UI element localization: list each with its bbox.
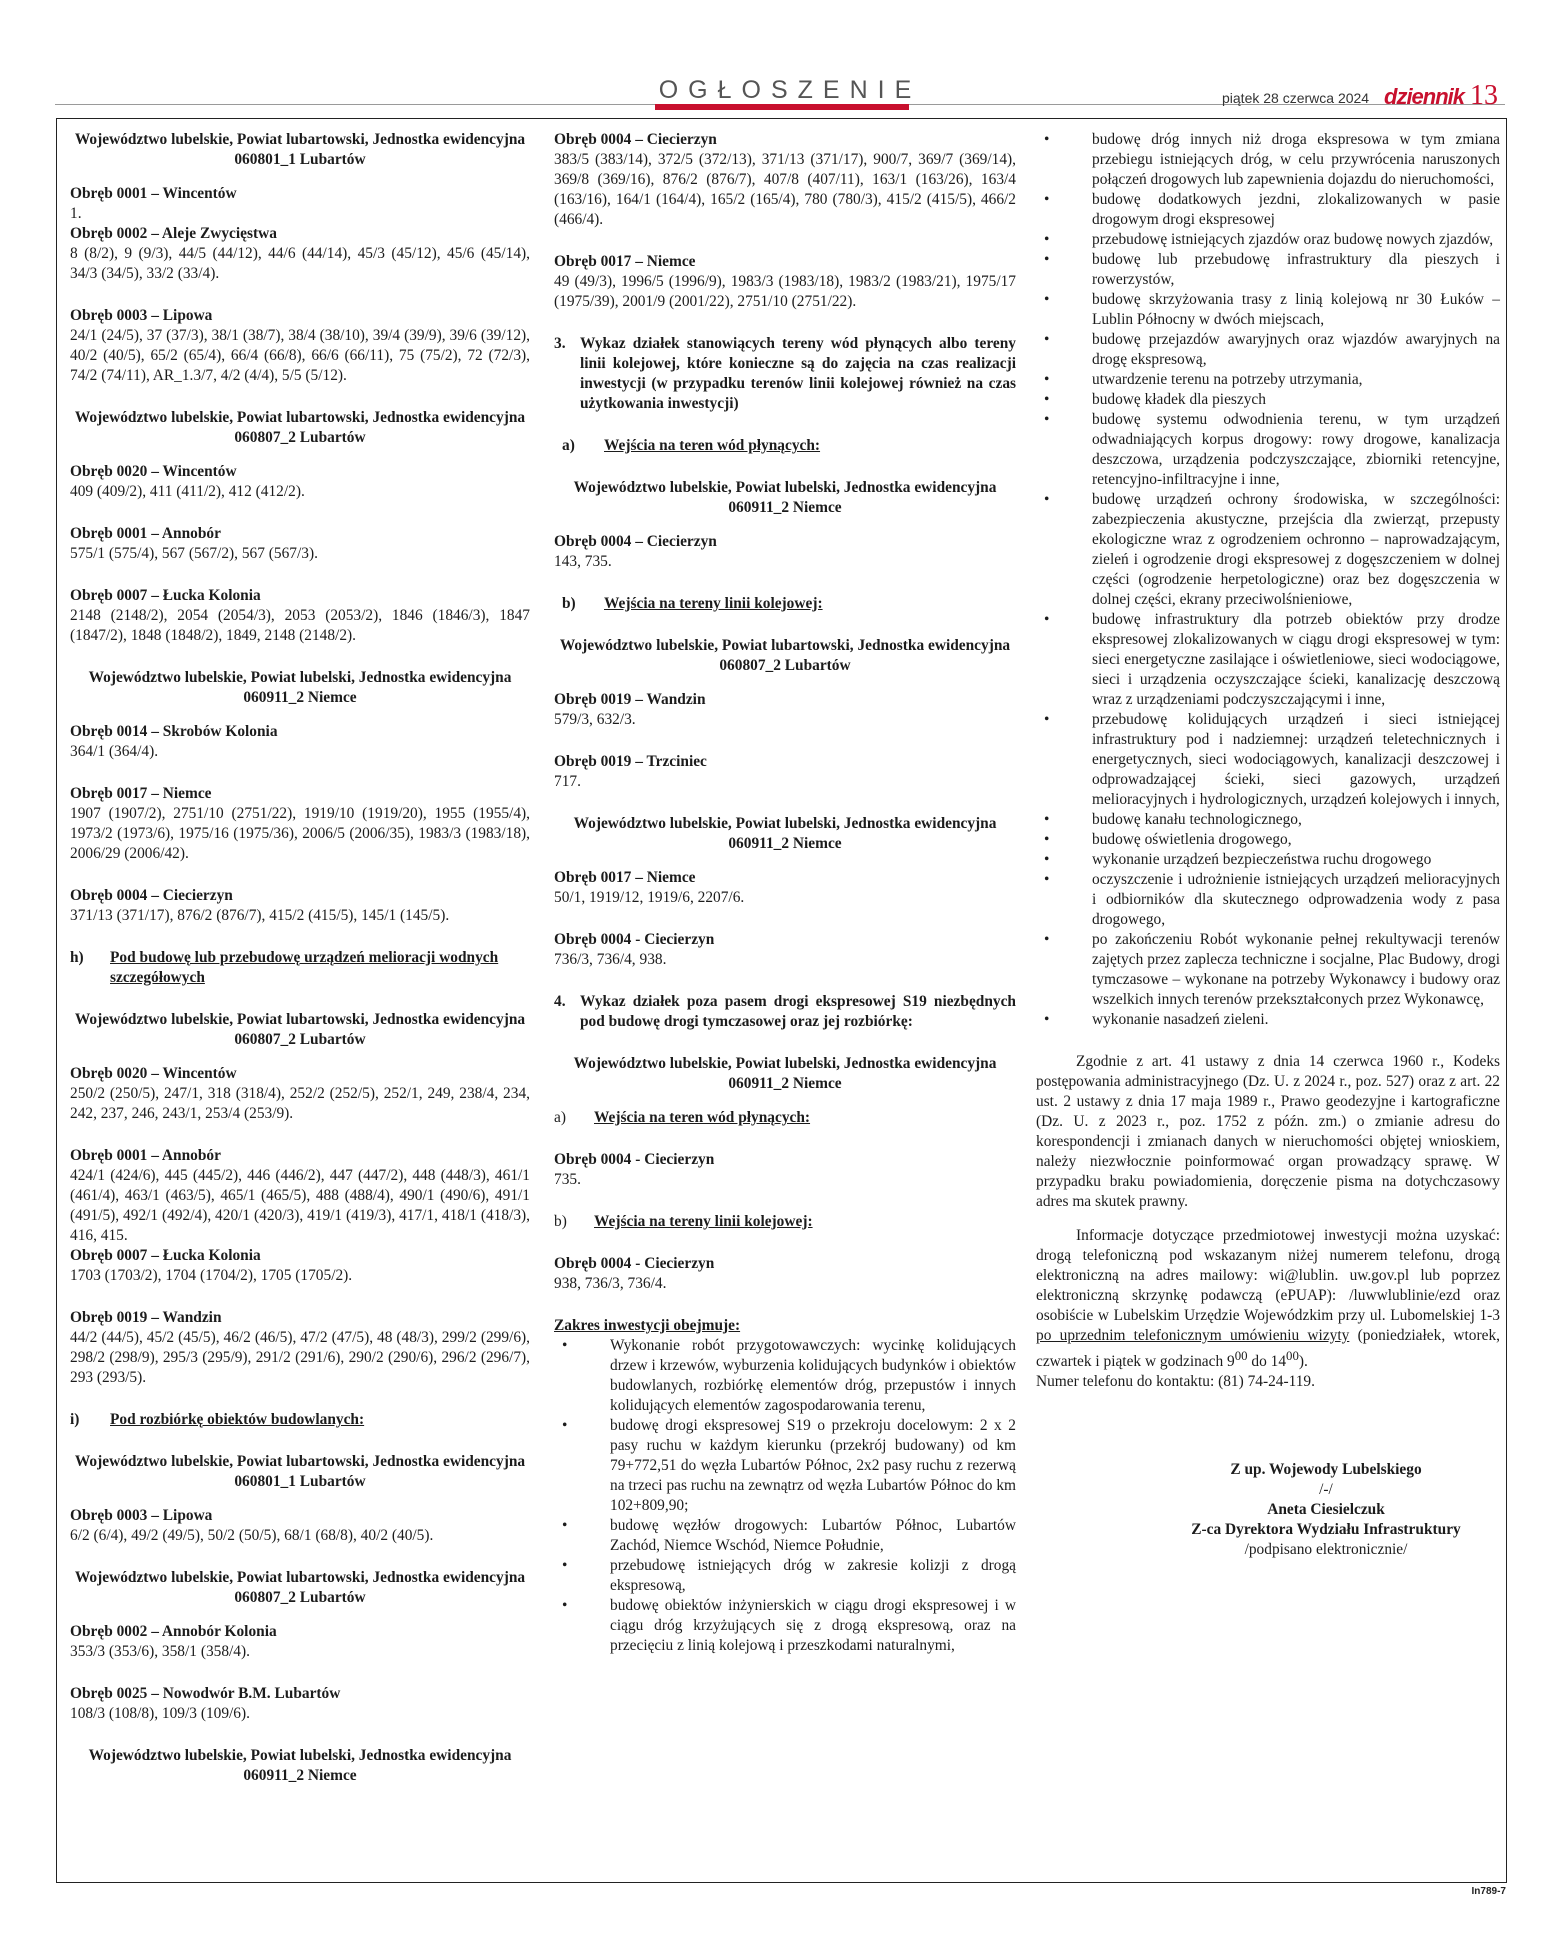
scope-item: • budowę kładek dla pieszych: [1036, 390, 1500, 410]
contact-info-paragraph: [1036, 1226, 1500, 1372]
precinct-name: Obręb 0001 – Annobór: [70, 525, 221, 542]
parcel-list: 579/3, 632/3.: [554, 711, 636, 728]
parcel-list: 371/13 (371/17), 876/2 (876/7), 415/2 (415/5), 145/1 (145/5).: [70, 907, 450, 924]
parcel-list: 424/1 (424/6), 445 (445/2), 446 (446/2), 447 (447/2), 448 (448/3), 461/1 (461/4), 463/1 (463/5), 465/1 (465/5), 488 (488/4), 490/1 (490/6), 491/1 (491/5), 492/1 (492/4), 420/1 (420/3), 419/1 (419/3), 417/1, 418/1 (418/3), 416, 415.: [70, 1167, 530, 1244]
parcel-list: 1703 (1703/2), 1704 (1704/2), 1705 (1705/2).: [70, 1267, 353, 1284]
scope-item: • budowę węzłów drogowych: Lubartów Północ, Lubartów Zachód, Niemce Wschód, Niemce Południe,: [554, 1516, 1016, 1556]
subsection-letter: b): [554, 1213, 567, 1230]
section-title: Wykaz działek poza pasem drogi ekspresowej S19 niezbędnych pod budowę drogi tymczasowej oraz jej rozbiórkę:: [580, 993, 1016, 1030]
parcel-list: 736/3, 736/4, 938.: [554, 951, 667, 968]
subsection-a: [554, 436, 1016, 456]
subsection-a: [554, 1108, 1016, 1128]
subsection-title: Wejścia na teren wód płynących:: [594, 1109, 811, 1126]
scope-item: • przebudowę kolidujących urządzeń i sieci istniejącej infrastruktury pod i nadziemnej: urządzeń teletechnicznych i energetycznych, sieci wodociągowych, kanalizacji deszczowej i odprowadzającej ścieki, sieci gazowych, urządzeń melioracyjnych i hydrologicznych, urządzeń kolejowych i innych,: [1036, 710, 1500, 810]
scope-item: • budowę dodatkowych jezdni, zlokalizowanych w pasie drogowym drogi ekspresowej: [1036, 190, 1500, 230]
unit-heading: Województwo lubelskie, Powiat lubartowski, Jednostka ewidencyjna 060807_2 Lubartów: [74, 409, 526, 446]
scope-item: • budowę oświetlenia drogowego,: [1036, 830, 1500, 850]
parcel-list: 717.: [554, 773, 581, 790]
contact-phone: Numer telefonu do kontaktu: (81) 74-24-119.: [1036, 1373, 1315, 1391]
parcel-list: 364/1 (364/4).: [70, 743, 159, 760]
parcel-list: 575/1 (575/4), 567 (567/2), 567 (567/3).: [70, 545, 318, 562]
unit-heading: Województwo lubelskie, Powiat lubelski, Jednostka ewidencyjna 060911_2 Niemce: [573, 479, 997, 516]
newspaper-logo: dziennik: [1384, 84, 1465, 109]
precinct-name: Obręb 0001 – Annobór: [70, 1147, 221, 1164]
precinct-name: Obręb 0007 – Łucka Kolonia: [70, 1247, 261, 1264]
precinct-name: Obręb 0017 – Niemce: [70, 785, 212, 802]
contact-hours-end: ).: [1298, 1353, 1308, 1371]
scope-item: • po zakończeniu Robót wykonanie pełnej rekultywacji terenów zajętych przez zaplecza techniczne i socjalne, Plac Budowy, drogi tymczasowe – wykonane na potrzeby Wykonawcy i budowy oraz wszelkich innych terenów przekształconych przez Wykonawcę,: [1036, 930, 1500, 1010]
scope-item: • wykonanie nasadzeń zieleni.: [1036, 1010, 1500, 1030]
parcel-list: 49 (49/3), 1996/5 (1996/9), 1983/3 (1983/18), 1983/2 (1983/21), 1975/17 (1975/39), 2001/9 (2001/22), 2751/10 (2751/22).: [554, 273, 1016, 310]
subsection-title: Pod rozbiórkę obiektów budowlanych:: [110, 1411, 365, 1428]
unit-heading: Województwo lubelskie, Powiat lubartowski, Jednostka ewidencyjna 060807_2 Lubartów: [559, 637, 1011, 674]
parcel-list: 409 (409/2), 411 (411/2), 412 (412/2).: [70, 483, 305, 500]
signatory-title: Z-ca Dyrektora Wydziału Infrastruktury: [1191, 1521, 1461, 1539]
precinct-name: Obręb 0007 – Łucka Kolonia: [70, 587, 261, 604]
precinct-name: Obręb 0003 – Lipowa: [70, 1507, 213, 1524]
contact-hours-to: do 14: [1247, 1353, 1287, 1371]
precinct-name: Obręb 0019 – Trzciniec: [554, 753, 707, 770]
scope-item: • budowę przejazdów awaryjnych oraz wjazdów awaryjnych na drogę ekspresową,: [1036, 330, 1500, 370]
precinct-name: Obręb 0025 – Nowodwór B.M. Lubartów: [70, 1685, 341, 1702]
header-accent-bar: [655, 104, 909, 110]
scope-item: • budowę obiektów inżynierskich w ciągu drogi ekspresowej i w ciągu dróg krzyżujących się z drogą ekspresową, oraz na przecięciu z linią kolejową i przeszkodami naturalnymi,: [554, 1596, 1016, 1656]
legal-notice-paragraph: Zgodnie z art. 41 ustawy z dnia 14 czerwca 1960 r., Kodeks postępowania administracyjnego (Dz. U. z 2024 r., poz. 527) oraz z art. 22 ust. 2 ustawy z dnia 17 maja 1989 r., Prawo geodezyjne i kartograficzne (Dz. U. z 2023 r., poz. 1752 z późn. zm.) o zmianie adresu do korespondencji i zmianach danych w nieruchomości objętej wnioskiem, należy niezwłocznie poinformować organ prowadzący sprawę. W przypadku braku powiadomienia, doręczenie pisma na dotychczasowy adres ma skutek prawny.: [1036, 1053, 1500, 1210]
scope-list-continued: [1036, 130, 1500, 1030]
parcel-list: 938, 736/3, 736/4.: [554, 1275, 667, 1292]
parcel-list: 50/1, 1919/12, 1919/6, 2207/6.: [554, 889, 745, 906]
parcel-list: 44/2 (44/5), 45/2 (45/5), 46/2 (46/5), 47/2 (47/5), 48 (48/3), 299/2 (299/6), 298/2 (298/9), 295/3 (295/9), 291/2 (291/6), 290/2 (290/6), 296/2 (296/7), 293 (293/5).: [70, 1329, 530, 1386]
precinct-name: Obręb 0001 – Wincentów: [70, 185, 237, 202]
scope-item: • przebudowę istniejących dróg w zakresie kolizji z drogą ekspresową,: [554, 1556, 1016, 1596]
contact-hours: (poniedziałek, wtorek, czwartek i piątek w godzinach 9: [1036, 1327, 1500, 1371]
superscript: 00: [1286, 1349, 1299, 1363]
parcel-list: 2148 (2148/2), 2054 (2054/3), 2053 (2053/2), 1846 (1846/3), 1847 (1847/2), 1848 (1848/2), 1849, 2148 (2148/2).: [70, 607, 530, 644]
parcel-list: 6/2 (6/4), 49/2 (49/5), 50/2 (50/5), 68/1 (68/8), 40/2 (40/5).: [70, 1527, 434, 1544]
subsection-title: Pod budowę lub przebudowę urządzeń melioracji wodnych szczegółowych: [110, 949, 499, 986]
unit-heading: Województwo lubelskie, Powiat lubelski, Jednostka ewidencyjna 060911_2 Niemce: [573, 815, 997, 852]
scope-item: • utwardzenie terenu na potrzeby utrzymania,: [1036, 370, 1500, 390]
parcel-list: 24/1 (24/5), 37 (37/3), 38/1 (38/7), 38/4 (38/10), 39/4 (39/9), 39/6 (39/12), 40/2 (40/5), 65/2 (65/4), 66/4 (66/8), 66/6 (66/11), 75 (75/2), 72 (72/3), 74/2 (74/11), AR_1.3/7, 4/2 (4/4), 5/5 (5/12).: [70, 327, 530, 384]
subsection-title: Wejścia na tereny linii kolejowej:: [604, 595, 823, 612]
precinct-name: Obręb 0004 – Ciecierzyn: [554, 131, 717, 148]
precinct-name: Obręb 0003 – Lipowa: [70, 307, 213, 324]
precinct-name: Obręb 0017 – Niemce: [554, 253, 696, 270]
parcel-list: 250/2 (250/5), 247/1, 318 (318/4), 252/2 (252/5), 252/1, 249, 238/4, 234, 242, 237, 246, 243/1, 253/4 (253/9).: [70, 1085, 530, 1122]
signature-block: [1156, 1460, 1496, 1560]
section-number: 4.: [554, 993, 566, 1010]
scope-item: • budowę dróg innych niż droga ekspresowa w tym zmiana przebiegu istniejących dróg, w celu przywrócenia naruszonych połączeń drogowych lub zapewnienia dojazdu do nieruchomości,: [1036, 130, 1500, 190]
unit-heading: Województwo lubelskie, Powiat lubelski, Jednostka ewidencyjna 060911_2 Niemce: [88, 669, 512, 706]
precinct-name: Obręb 0019 – Wandzin: [554, 691, 706, 708]
scope-item: • wykonanie urządzeń bezpieczeństwa ruchu drogowego: [1036, 850, 1500, 870]
precinct-name: Obręb 0004 - Ciecierzyn: [554, 1151, 715, 1168]
ad-code: In789-7: [1471, 1886, 1506, 1897]
section-title: OGŁOSZENIE: [658, 76, 922, 104]
section-number: 3.: [554, 335, 566, 352]
parcel-list: 1.: [70, 205, 82, 222]
precinct-name: Obręb 0004 – Ciecierzyn: [70, 887, 233, 904]
precinct-name: Obręb 0017 – Niemce: [554, 869, 696, 886]
section-title: Wykaz działek stanowiących tereny wód płynących albo tereny linii kolejowej, które konieczne są do zajęcia na czas realizacji inwestycji (w przypadku terenów linii kolejowej również na czas użytkowania inwestycji): [580, 335, 1016, 412]
subsection-b: [554, 1212, 1016, 1232]
precinct-name: Obręb 0020 – Wincentów: [70, 463, 237, 480]
issue-date: piątek 28 czerwca 2024: [1222, 90, 1370, 106]
scope-list: [554, 1336, 1016, 1656]
column-2: [554, 130, 1016, 1656]
precinct-name: Obręb 0014 – Skrobów Kolonia: [70, 723, 278, 740]
precinct-name: Obręb 0004 - Ciecierzyn: [554, 1255, 715, 1272]
subsection-letter: b): [562, 595, 576, 612]
subsection-title: Wejścia na teren wód płynących:: [604, 437, 821, 454]
subsection-letter: i): [70, 1411, 80, 1428]
scope-item: • budowę kanału technologicznego,: [1036, 810, 1500, 830]
signature-note: /podpisano elektronicznie/: [1244, 1541, 1408, 1559]
subsection-i: [70, 1410, 530, 1430]
parcel-list: 8 (8/2), 9 (9/3), 44/5 (44/12), 44/6 (44/14), 45/3 (45/12), 45/6 (45/14), 34/3 (34/5), 33/2 (33/4).: [70, 245, 530, 282]
signatory-name: Aneta Ciesielczuk: [1267, 1501, 1385, 1519]
precinct-name: Obręb 0004 - Ciecierzyn: [554, 931, 715, 948]
subsection-h: [70, 948, 530, 988]
scope-heading: Zakres inwestycji obejmuje:: [554, 1317, 741, 1334]
precinct-name: Obręb 0020 – Wincentów: [70, 1065, 237, 1082]
parcel-list: 735.: [554, 1171, 581, 1188]
precinct-name: Obręb 0002 – Annobór Kolonia: [70, 1623, 277, 1640]
unit-heading: Województwo lubelskie, Powiat lubartowski, Jednostka ewidencyjna 060801_1 Lubartów: [74, 1453, 526, 1490]
parcel-list: 383/5 (383/14), 372/5 (372/13), 371/13 (371/17), 900/7, 369/7 (369/14), 369/8 (369/16), 876/2 (876/7), 407/8 (407/11), 163/1 (163/26), 163/4 (163/16), 164/1 (164/4), 165/2 (165/4), 780 (780/3), 415/2 (415/5), 466/2 (466/4).: [554, 151, 1016, 228]
page-number: 13: [1470, 80, 1498, 111]
section-4: [554, 992, 1016, 1032]
contact-text: Informacje dotyczące przedmiotowej inwestycji można uzyskać: drogą telefoniczną pod wskazanym niżej numerem telefonu, drogą elektroniczną na adres mailowy: wi@lublin. uw.gov.pl lub poprzez elektroniczną skrzynkę podawczą (ePUAP): /luwwlublinie/ezd oraz osobiście w Lubelskim Urzędzie Wojewódzkim przy ul. Lubomelskiej 1-3: [1036, 1227, 1500, 1324]
parcel-list: 143, 735.: [554, 553, 612, 570]
signature-mark: /-/: [1319, 1481, 1333, 1499]
unit-heading: Województwo lubelskie, Powiat lubelski, Jednostka ewidencyjna 060911_2 Niemce: [88, 1747, 512, 1784]
scope-item: • przebudowę istniejących zjazdów oraz budowę nowych zjazdów,: [1036, 230, 1500, 250]
precinct-name: Obręb 0002 – Aleje Zwycięstwa: [70, 225, 277, 242]
scope-item: • budowę skrzyżowania trasy z linią kolejową nr 30 Łuków – Lublin Północny w dwóch miejscach,: [1036, 290, 1500, 330]
signature-authority: Z up. Wojewody Lubelskiego: [1230, 1461, 1422, 1479]
precinct-name: Obręb 0004 – Ciecierzyn: [554, 533, 717, 550]
scope-item: • budowę lub przebudowę infrastruktury dla pieszych i rowerzystów,: [1036, 250, 1500, 290]
subsection-letter: a): [554, 1109, 566, 1126]
subsection-title: Wejścia na tereny linii kolejowej:: [594, 1213, 813, 1230]
precinct-name: Obręb 0019 – Wandzin: [70, 1309, 222, 1326]
scope-item: • budowę urządzeń ochrony środowiska, w szczególności: zabezpieczenia akustyczne, przejścia dla zwierząt, przepusty ekologiczne wraz z ogrodzeniem ochronno – naprowadzającym, zieleń i ogrodzenie drogi ekspresowej z dogęszczeniem w dolnej części (ogrodzenie herpetologiczne) oraz bez dogęszczenia w dolnej części, ekrany przeciwolśnieniowe,: [1036, 490, 1500, 610]
scope-item: • budowę systemu odwodnienia terenu, w tym urządzeń odwadniających korpus drogowy: rowy drogowe, kanalizacja deszczowa, urządzenia podczyszczające, zbiorniki retencyjne, retencyjno-infiltracyjne i inne,: [1036, 410, 1500, 490]
subsection-b: [554, 594, 1016, 614]
section-3: [554, 334, 1016, 414]
scope-item: • Wykonanie robót przygotowawczych: wycinkę kolidujących drzew i krzewów, wyburzenia kolidujących budynków i obiektów budowlanych, rozbiórkę elementów dróg, przepustów i innych kolidujących elementów zagospodarowania terenu,: [554, 1336, 1016, 1416]
column-1: [70, 130, 530, 1786]
parcel-list: 353/3 (353/6), 358/1 (358/4).: [70, 1643, 250, 1660]
scope-item: • oczyszczenie i udrożnienie istniejących urządzeń melioracyjnych i odbiorników dla skutecznego odprowadzenia wody z pasa drogowego,: [1036, 870, 1500, 930]
column-3: [1036, 130, 1500, 1560]
unit-heading: Województwo lubelskie, Powiat lubelski, Jednostka ewidencyjna 060911_2 Niemce: [573, 1055, 997, 1092]
parcel-list: 108/3 (108/8), 109/3 (109/6).: [70, 1705, 250, 1722]
scope-item: • budowę drogi ekspresowej S19 o przekroju docelowym: 2 x 2 pasy ruchu w każdym kierunku (przekrój budowany) od km 79+772,51 do węzła Lubartów Północ, 2x2 pasy ruchu z rezerwą na trzeci pas ruchu na zewnątrz od węzła Lubartów Północ do km 102+809,90;: [554, 1416, 1016, 1516]
superscript: 00: [1234, 1349, 1248, 1363]
scope-item: • budowę infrastruktury dla potrzeb obiektów przy drodze ekspresowej zlokalizowanych w ciągu drogi ekspresowej w tym: sieci energetyczne zasilające i oświetleniowe, sieci wodociągowe, sieci i urządzenia oczyszczające ścieki, kanalizację deszczową wraz z urządzeniami podczyszczającymi i inne,: [1036, 610, 1500, 710]
subsection-letter: h): [70, 949, 84, 966]
unit-heading: Województwo lubelskie, Powiat lubartowski, Jednostka ewidencyjna 060807_2 Lubartów: [74, 1569, 526, 1606]
unit-heading: Województwo lubelskie, Powiat lubartowski, Jednostka ewidencyjna 060801_1 Lubartów: [74, 131, 526, 168]
subsection-letter: a): [562, 437, 575, 454]
unit-heading: Województwo lubelskie, Powiat lubartowski, Jednostka ewidencyjna 060807_2 Lubartów: [74, 1011, 526, 1048]
parcel-list: 1907 (1907/2), 2751/10 (2751/22), 1919/10 (1919/20), 1955 (1955/4), 1973/2 (1973/6), 1975/16 (1975/36), 2006/5 (2006/35), 1983/3 (1983/18), 2006/29 (2006/42).: [70, 805, 530, 862]
appointment-note: po uprzednim telefonicznym umówieniu wizyty: [1036, 1327, 1350, 1344]
